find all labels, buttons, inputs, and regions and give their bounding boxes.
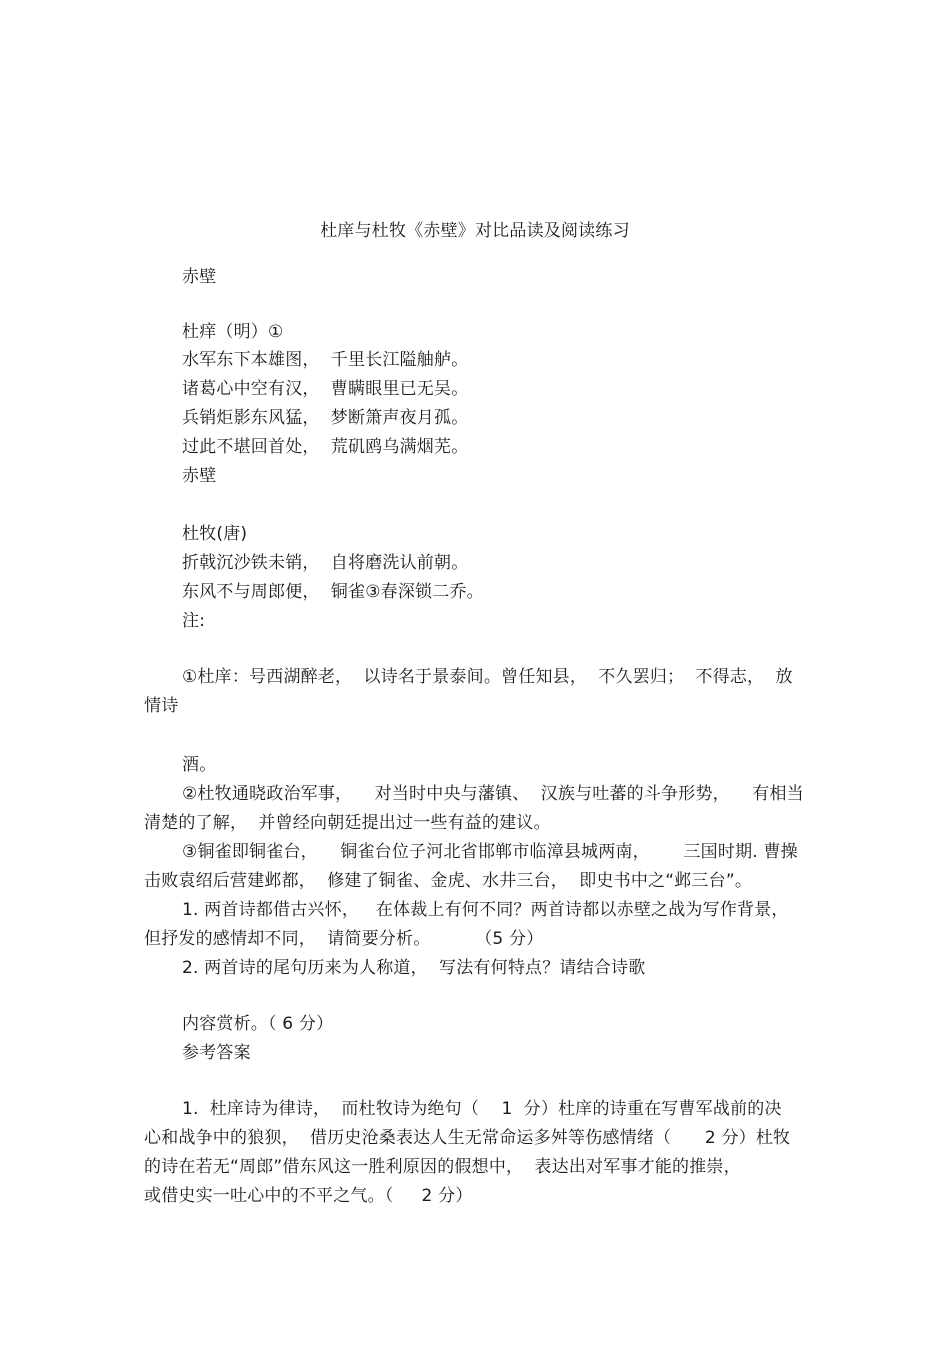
note2-line: ②杜牧通晓政治军事， 对当时中央与藩镇、 汉族与吐蕃的斗争形势， 有相当 — [182, 784, 804, 804]
poem1-heading: 赤壁 — [182, 267, 217, 287]
answer1-line: 1. 杜庠诗为律诗， 而杜牧诗为绝句（ 1 分）杜庠的诗重在写曹军战前的决 — [182, 1099, 782, 1119]
answer1-line: 心和战争中的狼狈， 借历史沧桑表达人生无常命运多舛等伤感情绪（ 2 分）杜牧 — [144, 1128, 791, 1148]
answer1-line: 或借史实一吐心中的不平之气。（ 2 分） — [144, 1186, 473, 1206]
poem2-author: 杜牧(唐) — [182, 524, 248, 544]
poem2-line: 折戟沉沙铁未销， 自将磨洗认前朝。 — [182, 553, 469, 573]
poem2-line: 东风不与周郎便， 铜雀③春深锁二乔。 — [182, 582, 484, 602]
poem1-author: 杜痒（明）① — [182, 322, 284, 342]
question1-line: 1. 两首诗都借古兴怀， 在体裁上有何不同？两首诗都以赤壁之战为写作背景， — [182, 900, 789, 920]
question2-line: 内容赏析。（ 6 分） — [182, 1014, 334, 1034]
note3-line: ③铜雀即铜雀台， 铜雀台位子河北省邯郸市临漳县城两南， 三国时期. 曹操 — [182, 842, 798, 862]
note2-line: 清楚的了解， 并曾经向朝廷提出过一些有益的建议。 — [144, 813, 551, 833]
note1-line: 酒。 — [182, 755, 217, 775]
note1-line: ①杜庠：号西湖醉老， 以诗名于景泰间。曾任知县， 不久罢归； 不得志， 放 — [182, 667, 793, 687]
answers-label: 参考答案 — [182, 1043, 251, 1063]
poem1-line: 诸葛心中空有汉， 曹瞒眼里已无吴。 — [182, 379, 469, 399]
poem1-line: 兵销炬影东风猛， 梦断箫声夜月孤。 — [182, 408, 469, 428]
question2-line: 2. 两首诗的尾句历来为人称道， 写法有何特点？请结合诗歌 — [182, 958, 646, 978]
answer1-line: 的诗在若无“周郎”借东风这一胜利原因的假想中， 表达出对军事才能的推崇， — [144, 1157, 741, 1177]
poem1-line: 水军东下本雄图， 千里长江隘舳舻。 — [182, 350, 469, 370]
notes-label: 注: — [182, 611, 206, 631]
note3-line: 击败袁绍后营建邺都， 修建了铜雀、金虎、水井三台， 即史书中之“邺三台”。 — [144, 871, 753, 891]
note1-line: 情诗 — [144, 696, 179, 716]
poem2-heading: 赤壁 — [182, 466, 217, 486]
document-title: 杜庠与杜牧《赤壁》对比品读及阅读练习 — [320, 221, 630, 241]
poem1-line: 过此不堪回首处， 荒矶鸥乌满烟芜。 — [182, 437, 469, 457]
question1-line: 但抒发的感情却不同， 请简要分析。 （5 分） — [144, 929, 544, 949]
